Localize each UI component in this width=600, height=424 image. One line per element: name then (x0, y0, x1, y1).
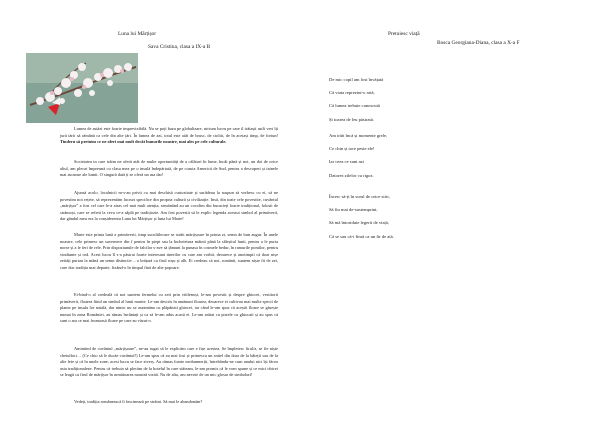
stanza-2 (329, 129, 387, 182)
article-author: Sava Cristina, clasa a IX-a B (148, 44, 211, 50)
paragraph-4: Marte este prima lună a primăverii, timp suculiilecare se străit mărțișoare în prima zi, semn de bun augur. În unele noastre, cele primesc un suvernece din f pentru în piept sau la încheietura mâinii până la sfârșitul lunii, pentru a le purta norse și a le feri de rele. Prin dispoziunule de falcilor s-ave să țâmuni la punasa în cosmele bedur, în ramurile pomilor, pentru vindiunte și rod. Acest lucru îl s-a păstrat foarte interesant tinerilor cu care am vorbit, deoarece și anotimpii că doar nișe zeități purtau la mână un semn distinctiv – o brățară cu firul roșu și alb. Ei credeau că noi, românii, suntem niște fii de zei, care duc tradiția mai departe, fixând-o în timpul fără de alte popoare. (60, 232, 278, 270)
verse-line: Ce chin și tace peste ele! (329, 146, 375, 152)
paragraph-6: Amintind de cuvântul „mărțișoare”, ne-au rugat să le explicăm care e fișe acestea. Se împletesc firul/a, se fie niște cheiulfori… (Ce chto să le ducăe cuvântul!) Le-am spus că au mai fost și primescu un snitel din doar de la bâieții sau de la alte fete și că în unele zone, acest lucru se face ziverș. Au rămas foarte neobunnerții, întrebându-ne cum anului nici își făcea asta tradiționaleze. Pentru că trebuia să plecăm de la hotelul în care stăteam, le-am promis că le vom spune și ce mici obicei se leagă cu firul de mărțișor în următoarea noastră vizită. Nu de alta, aru nevoie de un mic glosar de simboluri! (60, 346, 278, 378)
verse-line: Și toarea de leu păstrată. (329, 116, 375, 122)
verse-line: Să fiu mai de-sustemprint, (329, 207, 378, 213)
verse-line: Că viata reprezint-o artă, (329, 90, 375, 96)
paragraph-5: Ei-bind-o al credeală că noi suntem fermelui cu zeii prin vitilenoși, le-am povestit și despre ghiocei, vestitorii primăverii, floarea fiind un simbol al lunii martie. Le-am descris în amănunt floarea, deoarece ei cultivau mai multe specii de plante pe insula lor natală, dar nimic nu se aseamăna cu plăpânzii ghiocei, iar când le-am spus că aceștii floare se găsește numai în zona României, au rămas încântați și ca să le-am adus acasă ei. Le-am arătat cu pozele cu ghiocaii și au spus că sunt o ara ce mai frumoasă floare pe care au văzut-o. (60, 292, 278, 324)
verse-line: Datorez zilelor cu rigoz. (329, 172, 374, 178)
paragraph-3: Ajunsă acolo, localnicii m-s-au privit cu mai deschisă curiozitate și surâdeau la suspun să vorbesc cu ei, să ne povestim noi rețete, să reprezentăm lucruri specifice din propria cultură și civilizație. Insă, din toate cele povestite, cuvântul „mărțișor” a fost cel care le-a atras cel mai mult atenția, semănând au un cocolim din bucurieți foarte tradițional, folosit de strămoși, care se referă la ceva ce-a sâplă pe tradițiozie. Am fost povestit să le explic legenda acestui simbol al primăverii, dar gândul meu era la conșiderentu Luna lui Mărțișor și luna lui Marte! (60, 190, 278, 222)
verse-line: De mic copil am fost învățată (329, 77, 384, 82)
verse-line: Iar ceea ce sunt azi (329, 159, 364, 165)
verse-line: Că lumea trebuie cunoscută (329, 103, 380, 109)
paragraph-2: Societatea in care trăim ne oferă atât de multe oportunități de a călători în lume, încât până și noi, un doi de orice altul, am plecat împreună cu clasa mea pe o insulă îndepărtată, de pe coasta Americii de Sud, pentru a descoperi și tainele mai ascunse ale lumii. O singură dată ți se oferă un asa dar! (60, 159, 278, 178)
paragraph-1 (60, 126, 278, 146)
bold-sentence: Tinderu să pretuim ce ne oferi mai mult decât bunurile noastre, mai ales pe cele culturale. (60, 139, 227, 145)
article-title: Luna lui Mărțișor (118, 31, 157, 37)
verse-line: Încerc să-ți în sorul de orice stiri, (329, 194, 390, 199)
stanza-3 (329, 190, 394, 243)
cherry-blossom-photo (26, 53, 138, 123)
poem-author: Bosca Georgiana-Diana, clasa a X-a F (437, 40, 520, 46)
stanza-1 (329, 73, 383, 126)
verse-line: Am trăit încă și momente grele, (329, 133, 388, 138)
verse-line: Că se sau că-i finră ca un fir de ată. (329, 233, 394, 239)
verse-line: Să mă întoriduie legerii de viață, (329, 220, 389, 226)
paragraph-7: Vedeți, tradiția românească îi fascinează pe străini. Să mai le abandonăm? (74, 399, 203, 404)
poem-title: Pretuiesc viață (388, 31, 420, 37)
paragraph-1-text: Lumea de astăzi este foarte imprevizibilă. Nu se poți baza pe globalizare, nicium lucru pe care il trăiaști astfi veri îți jură tării să rămână ca cele din alte țări. În lumea de azi, totul este atât de brusc, de cioliit, de în aceiași timp, de fortun! (60, 126, 278, 138)
